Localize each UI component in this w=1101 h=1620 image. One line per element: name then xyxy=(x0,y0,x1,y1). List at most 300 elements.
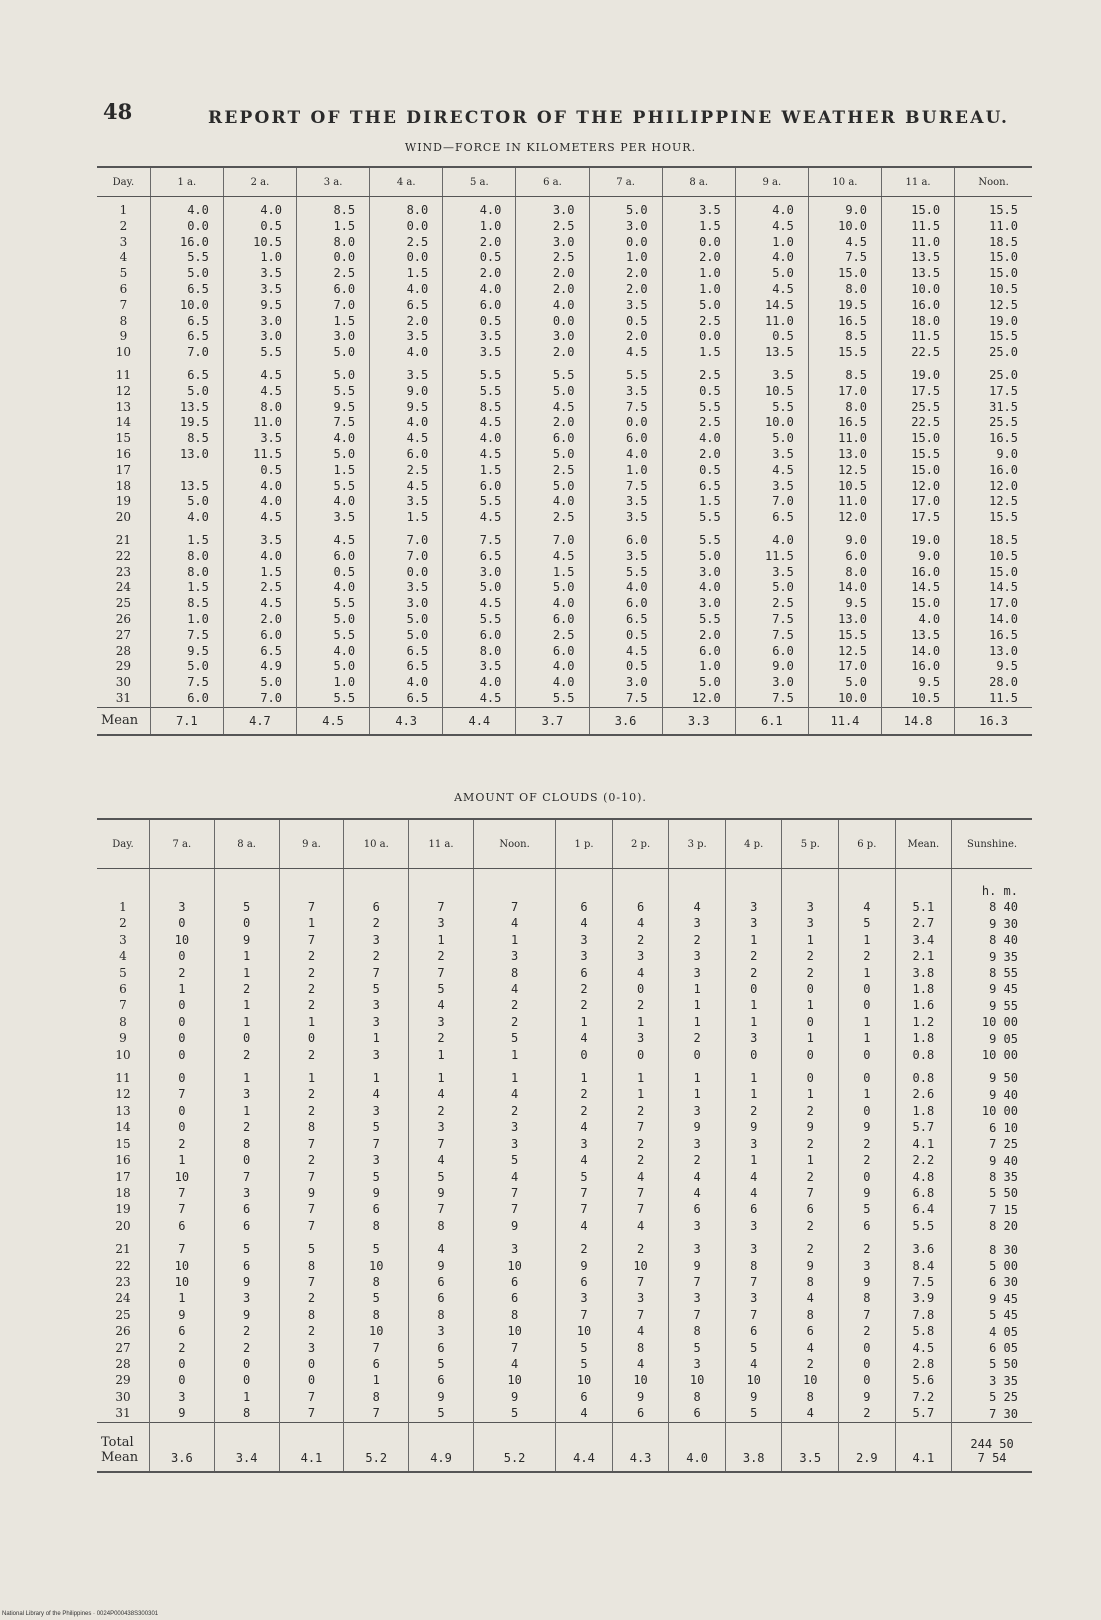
cell-value: 13.5 xyxy=(179,478,209,493)
cell-value: 2 xyxy=(307,998,316,1013)
cell-value: 9.5 xyxy=(996,659,1018,674)
cell-value: 7.5 xyxy=(625,478,648,493)
cell-value: 15.0 xyxy=(911,431,941,446)
cell-value: 7.5 xyxy=(772,611,794,626)
cell-value: 3.6 xyxy=(912,1242,935,1257)
data-column xyxy=(725,869,782,1423)
cell-value: 2.0 xyxy=(625,266,648,281)
cell-value: 0.5 xyxy=(479,313,502,328)
cell-value: 5.0 xyxy=(333,367,356,382)
cell-value: 1 xyxy=(863,965,871,980)
cell-value: 7 xyxy=(178,1242,186,1257)
cell-value: 4 xyxy=(580,1406,588,1421)
cell-value: 5.5 xyxy=(333,690,356,705)
cell-value: 2 xyxy=(243,1340,251,1355)
group-gap xyxy=(896,1063,952,1070)
cell-value: 9.5 xyxy=(918,675,941,690)
cell-value: 5.7 xyxy=(912,1120,935,1135)
cell-value: 6.5 xyxy=(699,478,721,493)
cell-value: 0.0 xyxy=(406,218,429,233)
cell-value: 2 xyxy=(437,949,445,964)
cell-value: 16.5 xyxy=(989,627,1018,642)
cell-value: 2.5 xyxy=(772,596,794,611)
cell-value: 13.5 xyxy=(179,399,209,414)
cell-value: 7.5 xyxy=(625,399,648,414)
cell-value: 4.0 xyxy=(552,494,575,509)
cell-value: 1.0 xyxy=(699,659,721,674)
column-header: 4 a. xyxy=(370,167,443,197)
column-header: 6 a. xyxy=(516,167,589,197)
group-gap xyxy=(952,1063,1018,1070)
cell-value: 2 xyxy=(580,998,588,1013)
cell-value: 13.0 xyxy=(838,446,868,461)
cell-value: 13.0 xyxy=(179,446,209,461)
cell-value: 2.0 xyxy=(552,266,575,281)
cell-value: 1 xyxy=(750,1153,758,1168)
cell-value: 6 xyxy=(372,1202,380,1217)
mean-value xyxy=(589,707,662,735)
data-column xyxy=(735,197,808,708)
cell-value: 14.5 xyxy=(989,580,1018,595)
cell-value: 9.5 xyxy=(406,399,429,414)
cell-value: 4 xyxy=(636,1356,645,1371)
cell-value: 4.5 xyxy=(772,281,794,296)
cell-value: 9 05 xyxy=(989,1031,1018,1046)
clouds-table-title: AMOUNT OF CLOUDS (0-10). xyxy=(454,791,647,804)
cell-value: 2 xyxy=(636,1103,645,1118)
cell-value: 7 xyxy=(178,1185,186,1200)
cell-value: 4.5 xyxy=(479,690,502,705)
group-gap xyxy=(809,361,867,368)
cell-value: 5.5 xyxy=(333,596,356,611)
cell-value: 1 xyxy=(750,1014,758,1029)
day-value: 31 xyxy=(115,1406,131,1421)
cell-value: 6 30 xyxy=(989,1275,1018,1290)
cell-value: 7 xyxy=(693,1274,701,1289)
mean-value xyxy=(297,707,370,735)
cell-value: 3.0 xyxy=(699,564,721,579)
cell-value: 4 xyxy=(510,916,519,931)
cell-value: 0 xyxy=(243,1031,251,1046)
cell-value: 4.5 xyxy=(333,532,356,547)
cell-value: 2.5 xyxy=(552,510,575,525)
cell-value: 1 xyxy=(437,1047,445,1062)
cell-value: 8 40 xyxy=(989,900,1018,915)
cell-value: 5.0 xyxy=(772,431,794,446)
data-column xyxy=(279,869,344,1423)
cell-value: 7 xyxy=(307,1202,316,1217)
cell-value: 4.0 xyxy=(333,494,356,509)
cell-value: 9.0 xyxy=(406,383,429,398)
cell-value: 1.8 xyxy=(912,982,935,997)
cell-value: 10.5 xyxy=(764,383,794,398)
cell-value: 5 xyxy=(307,1242,316,1257)
cell-value: 15.0 xyxy=(989,266,1018,281)
cell-value: 6 xyxy=(750,1202,758,1217)
cell-value: 5 xyxy=(580,1169,588,1184)
cell-value: 3.5 xyxy=(699,203,721,217)
group-gap xyxy=(663,361,721,368)
cell-value: 4.5 xyxy=(479,596,502,611)
day-value: 19 xyxy=(115,494,132,509)
cell-value: 4.5 xyxy=(845,234,868,249)
cell-value: 4 xyxy=(636,916,645,931)
cell-value: 4.0 xyxy=(625,446,648,461)
cell-value: 0 xyxy=(806,1014,814,1029)
cell-value: 9 xyxy=(178,1307,186,1322)
day-value: 9 xyxy=(119,329,128,344)
cell-value: 1 xyxy=(243,1389,251,1404)
cell-value: 1 xyxy=(693,1087,701,1102)
cell-value: 0 xyxy=(863,982,871,997)
cell-value: 3.5 xyxy=(406,494,429,509)
cell-value: 4 xyxy=(437,1242,445,1257)
cell-value: 0.8 xyxy=(912,1071,935,1086)
cell-value: 6 xyxy=(636,1406,645,1421)
cell-value: 6.0 xyxy=(552,611,575,626)
cell-value: 1 xyxy=(806,1087,814,1102)
cell-value: 0 xyxy=(863,1103,871,1118)
cell-value: 12.0 xyxy=(989,478,1018,493)
cell-value: 16.0 xyxy=(911,297,941,312)
group-gap xyxy=(97,526,150,533)
cell-value: 6.0 xyxy=(479,478,502,493)
cell-value: 2 xyxy=(510,998,519,1013)
cell-value: 2 xyxy=(750,949,758,964)
cell-value: 1 xyxy=(693,1071,701,1086)
cell-value: 1.5 xyxy=(187,580,209,595)
cell-value: 25.5 xyxy=(911,399,941,414)
cell-value: 2.5 xyxy=(699,367,721,382)
data-column xyxy=(895,869,952,1423)
group-gap xyxy=(955,526,1018,533)
day-value: 6 xyxy=(119,281,128,296)
cell-value: 4.0 xyxy=(479,203,502,217)
cell-value: 8 xyxy=(243,1406,251,1421)
column-header: 2 a. xyxy=(223,167,296,197)
mean-value-text: 4.4 xyxy=(468,713,491,728)
cell-value: 1 xyxy=(580,1014,588,1029)
cell-value: 3.5 xyxy=(406,329,429,344)
data-column xyxy=(808,197,881,708)
cell-value: 6.5 xyxy=(187,367,209,382)
cell-value: 5.7 xyxy=(912,1406,935,1421)
cell-value: 3 xyxy=(243,1087,251,1102)
cell-value: 1 xyxy=(307,1071,316,1086)
group-gap xyxy=(882,361,940,368)
column-header: 1 a. xyxy=(150,167,223,197)
cell-value: 1.5 xyxy=(699,494,721,509)
column-header: 7 a. xyxy=(589,167,662,197)
cell-value: 7 xyxy=(307,900,316,914)
cell-value: 0 xyxy=(863,998,871,1013)
mean-value xyxy=(808,707,881,735)
cell-value: 1 xyxy=(243,1014,251,1029)
group-gap xyxy=(280,1234,344,1241)
cell-value: 5.5 xyxy=(699,611,721,626)
cell-value: 3 xyxy=(750,1242,758,1257)
group-gap xyxy=(409,1063,473,1070)
cell-value: 3 xyxy=(693,1291,701,1306)
cell-value: 2 xyxy=(437,1031,445,1046)
group-gap xyxy=(215,1234,279,1241)
cell-value: 13.5 xyxy=(764,345,794,360)
day-value: 5 xyxy=(119,965,127,980)
mean-value xyxy=(895,1423,952,1473)
cell-value: 8 xyxy=(693,1324,701,1339)
group-gap xyxy=(224,526,282,533)
cell-value: 3 xyxy=(863,1258,871,1273)
cell-value: 5 xyxy=(510,1153,519,1168)
cell-value: 5.5 xyxy=(479,367,502,382)
cell-value: 9 45 xyxy=(989,1291,1018,1306)
cell-value: 6.5 xyxy=(406,690,429,705)
cell-value: 2 xyxy=(863,1324,871,1339)
cell-value: 3 xyxy=(693,916,701,931)
cell-value: 4 xyxy=(750,1356,758,1371)
cell-value: 0.5 xyxy=(625,313,648,328)
cell-value: 5.0 xyxy=(260,675,283,690)
column-header: 5 p. xyxy=(782,819,839,869)
cell-value: 2.0 xyxy=(479,266,502,281)
cell-value: 3.0 xyxy=(260,329,283,344)
cell-value: 9 xyxy=(580,1258,588,1273)
cell-value: 0 xyxy=(178,998,186,1013)
cell-value: 3 xyxy=(693,1356,701,1371)
cell-value: 8 xyxy=(693,1389,701,1404)
cell-value: 1.0 xyxy=(479,218,502,233)
cell-value: 0 xyxy=(806,1047,814,1062)
group-gap xyxy=(839,1234,895,1241)
cell-value: 10 xyxy=(803,1373,818,1388)
cell-value: 19.0 xyxy=(989,313,1018,328)
day-value: 8 xyxy=(119,313,128,328)
cell-value: 19.0 xyxy=(911,367,941,382)
cell-value: 6.8 xyxy=(912,1185,935,1200)
data-column xyxy=(344,869,409,1423)
day-value: 17 xyxy=(115,462,132,477)
day-value: 15 xyxy=(115,1136,131,1151)
cell-value: 5.0 xyxy=(187,266,209,281)
cell-value: 12.0 xyxy=(691,690,721,705)
cell-value: 7 xyxy=(437,900,445,914)
cell-value: 3 xyxy=(178,1389,186,1404)
cell-value: 7 xyxy=(636,1202,645,1217)
cell-value: 10 xyxy=(507,1258,522,1273)
cell-value: 3 xyxy=(750,916,758,931)
cell-value: 9 xyxy=(863,1185,871,1200)
day-value: 30 xyxy=(115,1389,131,1404)
cell-value: 4.5 xyxy=(479,446,502,461)
day-value: 1 xyxy=(119,900,127,914)
cell-value: 5.5 xyxy=(699,399,721,414)
cell-value: 10 xyxy=(633,1258,648,1273)
cell-value: 5.0 xyxy=(845,675,868,690)
cell-value: 6.5 xyxy=(406,297,429,312)
cell-value: 8 55 xyxy=(989,966,1018,981)
cell-value: 0.0 xyxy=(187,218,209,233)
cell-value: 9.5 xyxy=(187,643,209,658)
cell-value: 19.0 xyxy=(911,532,941,547)
cell-value: 8 xyxy=(307,1307,316,1322)
cell-value: 1 xyxy=(178,1153,186,1168)
cell-value: 2 xyxy=(636,1242,645,1257)
cell-value: 3 xyxy=(580,1136,588,1151)
cell-value: 10.5 xyxy=(989,281,1018,296)
cell-value: 1.5 xyxy=(333,218,356,233)
day-value: 22 xyxy=(115,1258,131,1273)
data-column xyxy=(955,197,1032,708)
cell-value: 4 xyxy=(580,1031,588,1046)
cell-value: 9 xyxy=(437,1258,445,1273)
cell-value: 2.5 xyxy=(552,250,575,265)
day-value: 3 xyxy=(119,932,127,947)
mean-value xyxy=(612,1423,669,1473)
cell-value: 3 xyxy=(580,949,588,964)
cell-value: 4.5 xyxy=(912,1340,935,1355)
cell-value: 1 xyxy=(863,1014,871,1029)
cell-value: 0.5 xyxy=(625,659,648,674)
group-gap xyxy=(896,1234,952,1241)
cell-value: 6.5 xyxy=(406,643,429,658)
cell-value: 5 xyxy=(437,982,445,997)
cell-value: 5.0 xyxy=(406,627,429,642)
cell-value: 7.5 xyxy=(772,690,794,705)
cell-value: 8 xyxy=(437,1307,445,1322)
cell-value: 7.5 xyxy=(772,627,794,642)
cell-value: 2 xyxy=(243,1120,251,1135)
cell-value: 1 xyxy=(636,1071,645,1086)
cell-value: 1.5 xyxy=(260,564,283,579)
cell-value: 3.5 xyxy=(625,510,648,525)
cell-value: 1 xyxy=(806,998,814,1013)
cell-value: 8.5 xyxy=(845,329,868,344)
day-value: 4 xyxy=(119,949,127,964)
cell-value: 7 xyxy=(510,900,519,914)
cell-value: 3 xyxy=(693,949,701,964)
cell-value: 10 00 xyxy=(981,1015,1018,1030)
column-header: 3 p. xyxy=(669,819,726,869)
cell-value: 1.8 xyxy=(912,1103,935,1118)
cell-value: 25.0 xyxy=(989,367,1018,382)
cell-value: 7 xyxy=(307,1274,316,1289)
cell-value: 4.0 xyxy=(333,431,356,446)
cell-value: 4.5 xyxy=(260,596,283,611)
cell-value: 5.8 xyxy=(912,1324,935,1339)
cell-value: 3 xyxy=(372,998,380,1013)
mean-value-text: 3.3 xyxy=(687,713,710,728)
column-header: 8 a. xyxy=(662,167,735,197)
cell-value: 4 xyxy=(806,1406,814,1421)
cell-value: 1 xyxy=(243,1071,251,1086)
cell-value: 3 xyxy=(636,949,645,964)
cell-value: 1 xyxy=(863,1087,871,1102)
cell-value: 8 xyxy=(437,1218,445,1233)
mean-value xyxy=(955,707,1032,735)
cell-value: 9.0 xyxy=(772,659,794,674)
cell-value: 2 xyxy=(307,1324,316,1339)
cell-value: 9.0 xyxy=(845,203,868,217)
cell-value: 2 xyxy=(693,932,701,947)
sunshine-units: h. m. xyxy=(981,884,1018,898)
cell-value: 7 xyxy=(437,1136,445,1151)
cell-value: 2.5 xyxy=(552,218,575,233)
cell-value: 4.5 xyxy=(552,548,575,563)
cell-value: 0 xyxy=(863,1169,871,1184)
cell-value: 0.5 xyxy=(699,462,721,477)
cell-value: 5.0 xyxy=(552,446,575,461)
cell-value: 5.0 xyxy=(625,203,648,217)
day-value: 27 xyxy=(115,627,132,642)
cell-value: 7.5 xyxy=(845,250,868,265)
cell-value: 10 xyxy=(369,1258,384,1273)
cell-value: 8.5 xyxy=(187,596,209,611)
cell-value: 3 xyxy=(580,1291,588,1306)
cell-value: 4.0 xyxy=(552,297,575,312)
cell-value: 11.5 xyxy=(989,690,1018,705)
cell-value: 3.5 xyxy=(260,431,283,446)
cell-value: 6.5 xyxy=(187,281,209,296)
cell-value: 4.0 xyxy=(479,431,502,446)
cell-value: 2.5 xyxy=(406,462,429,477)
cell-value: 6 xyxy=(580,965,588,980)
cell-value: 7.5 xyxy=(912,1274,935,1289)
cell-value: 7 xyxy=(243,1169,251,1184)
cell-value: 13.5 xyxy=(911,250,941,265)
cell-value: 2.6 xyxy=(912,1087,935,1102)
group-gap xyxy=(409,1234,473,1241)
cell-value: 6 xyxy=(437,1373,445,1388)
cell-value: 3 xyxy=(510,1136,519,1151)
cell-value: 6 xyxy=(372,1356,380,1371)
cell-value: 7 xyxy=(372,1136,380,1151)
cell-value: 12.5 xyxy=(989,494,1018,509)
cell-value: 6 xyxy=(243,1202,251,1217)
cell-value: 4 xyxy=(510,1169,519,1184)
cell-value: 2 xyxy=(178,965,186,980)
cell-value: 4.0 xyxy=(479,281,502,296)
cell-value: 4 xyxy=(510,982,519,997)
cell-value: 9 xyxy=(863,1389,871,1404)
cell-value: 4.5 xyxy=(772,218,794,233)
cell-value: 10.0 xyxy=(838,218,868,233)
day-value: 19 xyxy=(115,1202,131,1217)
cell-value: 10.5 xyxy=(989,548,1018,563)
cell-value: 13.0 xyxy=(989,643,1018,658)
column-header: 7 a. xyxy=(149,819,214,869)
cell-value: 1 xyxy=(307,1014,316,1029)
cell-value: 15.0 xyxy=(989,250,1018,265)
cell-value: 0.5 xyxy=(260,462,283,477)
cell-value: 8 xyxy=(372,1218,380,1233)
cell-value: 8 xyxy=(806,1307,814,1322)
cell-value: 10 xyxy=(507,1324,522,1339)
cell-value: 0 xyxy=(178,1120,186,1135)
cell-value: 6.5 xyxy=(260,643,283,658)
day-value: 24 xyxy=(115,580,132,595)
cell-value: 7 xyxy=(372,1406,380,1421)
cell-value: 1.0 xyxy=(772,234,794,249)
cell-value: 7 30 xyxy=(989,1406,1018,1421)
cell-value: 6 xyxy=(437,1291,445,1306)
cell-value: 4.0 xyxy=(552,675,575,690)
mean-label-text: Mean xyxy=(101,1450,139,1465)
cell-value: 6.0 xyxy=(772,643,794,658)
cell-value: 5 xyxy=(243,1242,251,1257)
cell-value: 5.0 xyxy=(699,548,721,563)
cell-value: 14.5 xyxy=(911,580,941,595)
cell-value: 3 xyxy=(693,1218,701,1233)
